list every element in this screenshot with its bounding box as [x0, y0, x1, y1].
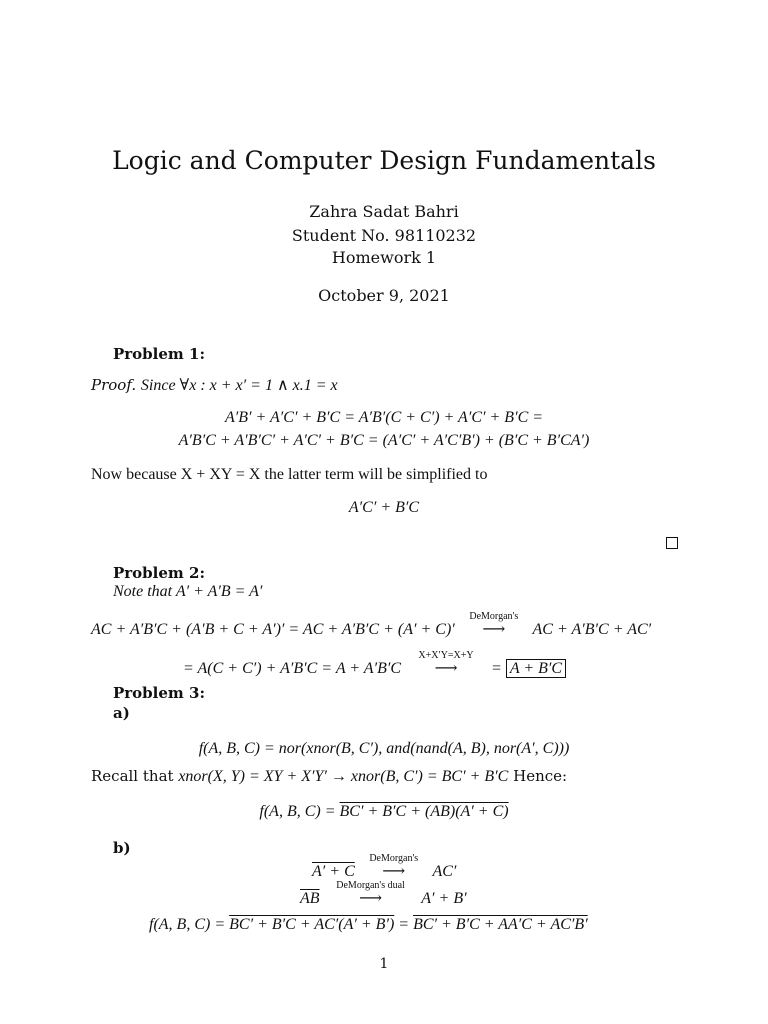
p1-result: A′C′ + B′C: [348, 499, 420, 516]
demorgan-arrow: [462, 611, 526, 639]
problem1-heading: Problem 1:: [113, 345, 205, 363]
p2-line1-right: AC + A′B′C + AC′: [532, 621, 652, 638]
p1-equation-line1: A′B′ + A′C′ + B′C = A′B′(C + C′) + A′C′ + B′C =: [224, 409, 544, 426]
b1-arrow: [361, 853, 427, 881]
b1-arrow-label: DeMorgan's: [369, 853, 419, 864]
right-arrow-icon: ⟶: [482, 621, 506, 638]
f-lhs: f(A, B, C) =: [259, 803, 336, 820]
student-number: Student No. 98110232: [291, 226, 477, 245]
xy-arrow-label: X+X′Y=X+Y: [418, 650, 474, 661]
b3-overlined-1: BC′ + B′C + AC′(A′ + B′): [229, 916, 395, 933]
author-name: Zahra Sadat Bahri: [309, 202, 459, 221]
part-b-label: b): [113, 839, 131, 857]
f-ab: AB: [430, 803, 450, 820]
xy-arrow: [407, 650, 485, 678]
problem2-heading: Problem 2:: [113, 564, 205, 582]
f-term-a: BC′ + B′C + (: [339, 803, 431, 820]
proof-label: Proof.: [91, 376, 137, 394]
b-line3: [149, 916, 588, 934]
right-arrow-icon: ⟶: [359, 890, 383, 907]
b-line1: [312, 853, 457, 881]
b2-arrow-label: DeMorgan's dual: [336, 880, 405, 891]
p3-recall-line: [91, 767, 567, 786]
b2-right: A′ + B′: [421, 890, 467, 907]
p2-line1-left: AC + A′B′C + (A′B + C + A′)′ = AC + A′B′C + (A′ + C)′: [91, 621, 455, 638]
problem3-heading: Problem 3:: [113, 684, 205, 702]
b1-overlined: A′ + C: [312, 863, 355, 880]
f-overlined-expression: [340, 803, 509, 820]
p3-f-expression: [0, 803, 768, 821]
recall-prefix: Recall that: [91, 767, 174, 785]
right-arrow-icon: ⟶: [382, 863, 406, 880]
f-mid: )(: [449, 803, 461, 820]
f-apc: A′ + C: [460, 803, 504, 820]
b2-arrow: [326, 880, 416, 908]
since-statement: Since ∀x : x + x′ = 1 ∧ x.1 = x: [140, 377, 338, 394]
p2-line1: [91, 611, 652, 639]
p3-function-definition: f(A, B, C) = nor(xnor(B, C′), and(nand(A, B), nor(A′, C))): [198, 740, 570, 757]
p2-equals: =: [491, 660, 502, 677]
recall-formula: xnor(X, Y) = XY + X′Y′ → xnor(B, C′) = BC′ + B′C: [178, 768, 509, 785]
right-arrow-icon: ⟶: [434, 660, 458, 677]
part-a-label: a): [113, 704, 130, 722]
proof-line: [91, 375, 338, 395]
document-title: Logic and Computer Design Fundamentals: [112, 146, 656, 175]
b3-overlined-2: BC′ + B′C + AA′C + AC′B′: [413, 916, 588, 933]
recall-suffix: Hence:: [513, 767, 568, 785]
page-number: 1: [379, 956, 389, 972]
homework-number: Homework 1: [331, 248, 437, 267]
b3-lhs: f(A, B, C) =: [149, 916, 226, 933]
f-close: ): [503, 803, 509, 820]
b1-right: AC′: [432, 863, 457, 880]
p1-now-text: Now because X + XY = X the latter term will be simplified to: [91, 466, 488, 483]
p2-note: Note that A′ + A′B = A′: [113, 583, 263, 600]
p2-line2: [183, 650, 566, 678]
qed-square-icon: [666, 537, 678, 549]
document-date: October 9, 2021: [318, 286, 450, 305]
p1-equation-line2: A′B′C + A′B′C′ + A′C′ + B′C = (A′C′ + A′C′B′) + (B′C + B′CA′): [178, 432, 590, 449]
p2-boxed-result: A + B′C: [506, 659, 566, 678]
p2-line2-left: = A(C + C′) + A′B′C = A + A′B′C: [183, 660, 402, 677]
b3-equals: =: [398, 916, 410, 933]
b2-overlined: $\overline{AB}$: [300, 890, 320, 907]
demorgan-arrow-label: DeMorgan's: [469, 611, 519, 622]
b-line2: [300, 880, 467, 908]
